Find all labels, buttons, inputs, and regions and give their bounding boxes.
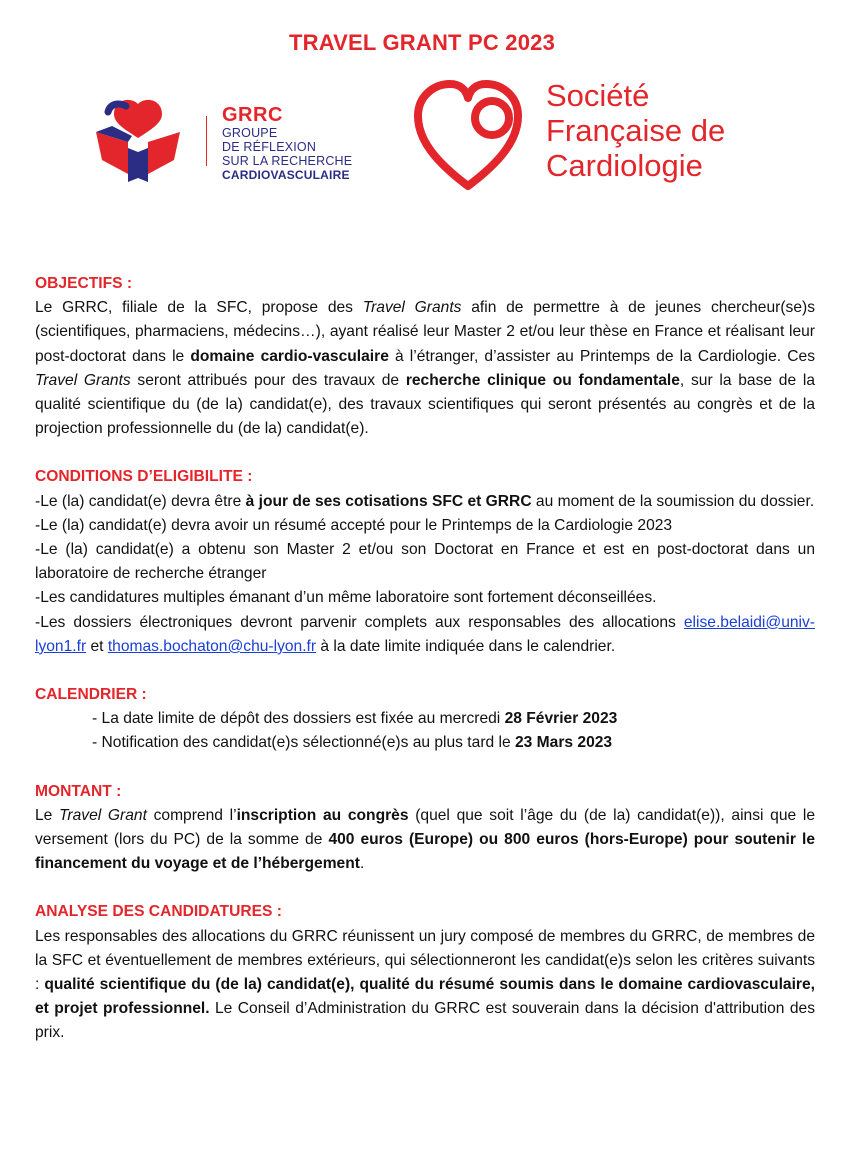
sfc-heart-icon	[410, 78, 526, 194]
text-span: recherche clinique ou fondamentale	[405, 371, 680, 389]
text-span: - Notification des candidat(e)s sélectionné(e)s au plus tard le	[92, 734, 515, 752]
document-body	[35, 272, 815, 1046]
grrc-line-3: SUR LA RECHERCHE	[222, 154, 353, 168]
grrc-line-4: CARDIOVASCULAIRE	[222, 168, 350, 182]
text-span: .	[359, 855, 365, 873]
header-logos	[0, 72, 844, 202]
text-span: 28 Février 2023	[504, 710, 618, 728]
grrc-wordmark	[222, 104, 352, 182]
text-span: Le	[35, 806, 60, 824]
text-span: qualité scientifique du (de la) candidat(e), qualité du résumé soumis dans le domaine cardiovasculaire, et projet professionnel.	[35, 976, 815, 1018]
text-span: Le GRRC, filiale de la SFC, propose des	[35, 299, 363, 317]
text-span: inscription au congrès	[236, 806, 409, 824]
text-span: Travel Grants	[362, 299, 462, 317]
calendar-item-notification	[35, 731, 815, 755]
text-span: -Le (la) candidat(e) devra être	[35, 492, 246, 510]
objectifs-paragraph	[35, 296, 815, 441]
text-span: au moment de la soumission du dossier.	[531, 492, 815, 510]
text-span: Les responsables des allocations du GRRC réunissent un jury composé de membres du GRRC, de membres de la SFC et éventuellement de membres extérieurs, qui sélectionneront les candidat(e)s selon les critères suivants :	[35, 927, 815, 994]
text-span: domaine cardio-vasculaire	[190, 347, 389, 365]
text-span: et	[86, 637, 108, 655]
condition-item	[35, 490, 815, 514]
text-span: comprend l’	[146, 806, 237, 824]
text-span: Le Conseil d’Administration du GRRC est souverain dans la décision d'attribution des prix.	[35, 1000, 815, 1042]
analyse-paragraph	[35, 925, 815, 1046]
grrc-divider	[206, 116, 207, 166]
text-span: à l’étranger, d’assister au Printemps de la Cardiologie. Ces	[388, 347, 815, 365]
sfc-line-2: Française de	[546, 113, 726, 148]
email-link-belaidi[interactable]: elise.belaidi@univ-lyon1.fr	[35, 613, 815, 655]
conditions-heading: CONDITIONS D’ELIGIBILITE :	[35, 468, 253, 486]
grrc-name: GRRC	[222, 104, 283, 126]
text-span: afin de permettre à de jeunes chercheur(se)s (scientifiques, pharmaciens, médecins…), ayant réalisé leur Master 2 et/ou leur thèse en France et réalisant leur post-doctorat dans le	[35, 299, 815, 365]
calendar-item-deadline	[35, 707, 815, 731]
analyse-heading: ANALYSE DES CANDIDATURES :	[35, 903, 282, 921]
grrc-line-1: GROUPE	[222, 126, 278, 140]
text-span: à la date limite indiquée dans le calendrier.	[316, 637, 616, 655]
montant-heading: MONTANT :	[35, 782, 122, 800]
text-span: (quel que soit l’âge du (de la) candidat(e)), ainsi que le versement (lors du PC) de la somme de	[35, 806, 815, 849]
text-span: 400 euros (Europe) ou 800 euros (hors-Europe) pour soutenir le financement du voyage et de l’hébergement	[35, 831, 815, 873]
text-span: seront attribués pour des travaux de	[130, 371, 406, 389]
text-span: 23 Mars 2023	[514, 734, 613, 752]
grrc-line-2: DE RÉFLEXION	[222, 140, 317, 154]
email-link-bochaton[interactable]: thomas.bochaton@chu-lyon.fr	[107, 637, 317, 655]
document-title: TRAVEL GRANT PC 2023	[288, 30, 556, 55]
sfc-line-1: Société	[546, 78, 650, 113]
montant-paragraph	[35, 804, 815, 877]
text-span: , sur la base de la qualité scientifique du (de la) candidat(e), des travaux scientifiques qui seront présentés au congrès et de la projection professionnelle du (de la) candidat(e).	[35, 371, 815, 438]
text-span: Travel Grants	[35, 371, 131, 389]
condition-item	[35, 611, 815, 659]
condition-item: -Les candidatures multiples émanant d’un même laboratoire sont fortement déconseillées.	[35, 589, 657, 607]
text-span: - La date limite de dépôt des dossiers est fixée au mercredi	[92, 710, 505, 728]
grrc-logo-icon	[92, 98, 184, 182]
text-span: -Les dossiers électroniques devront parvenir complets aux responsables des allocations	[35, 613, 684, 631]
sfc-wordmark	[546, 78, 725, 183]
text-span: Travel Grant	[59, 806, 147, 824]
text-span: à jour de ses cotisations SFC et GRRC	[245, 492, 532, 510]
objectifs-heading: OBJECTIFS :	[35, 275, 133, 292]
condition-item: -Le (la) candidat(e) devra avoir un résumé accepté pour le Printemps de la Cardiologie 2023	[35, 516, 673, 534]
calendrier-heading: CALENDRIER :	[35, 686, 147, 704]
sfc-line-3: Cardiologie	[546, 148, 703, 183]
condition-item: -Le (la) candidat(e) a obtenu son Master 2 et/ou son Doctorat en France et est en post-doctorat dans un laboratoire de recherche étranger	[35, 541, 815, 583]
